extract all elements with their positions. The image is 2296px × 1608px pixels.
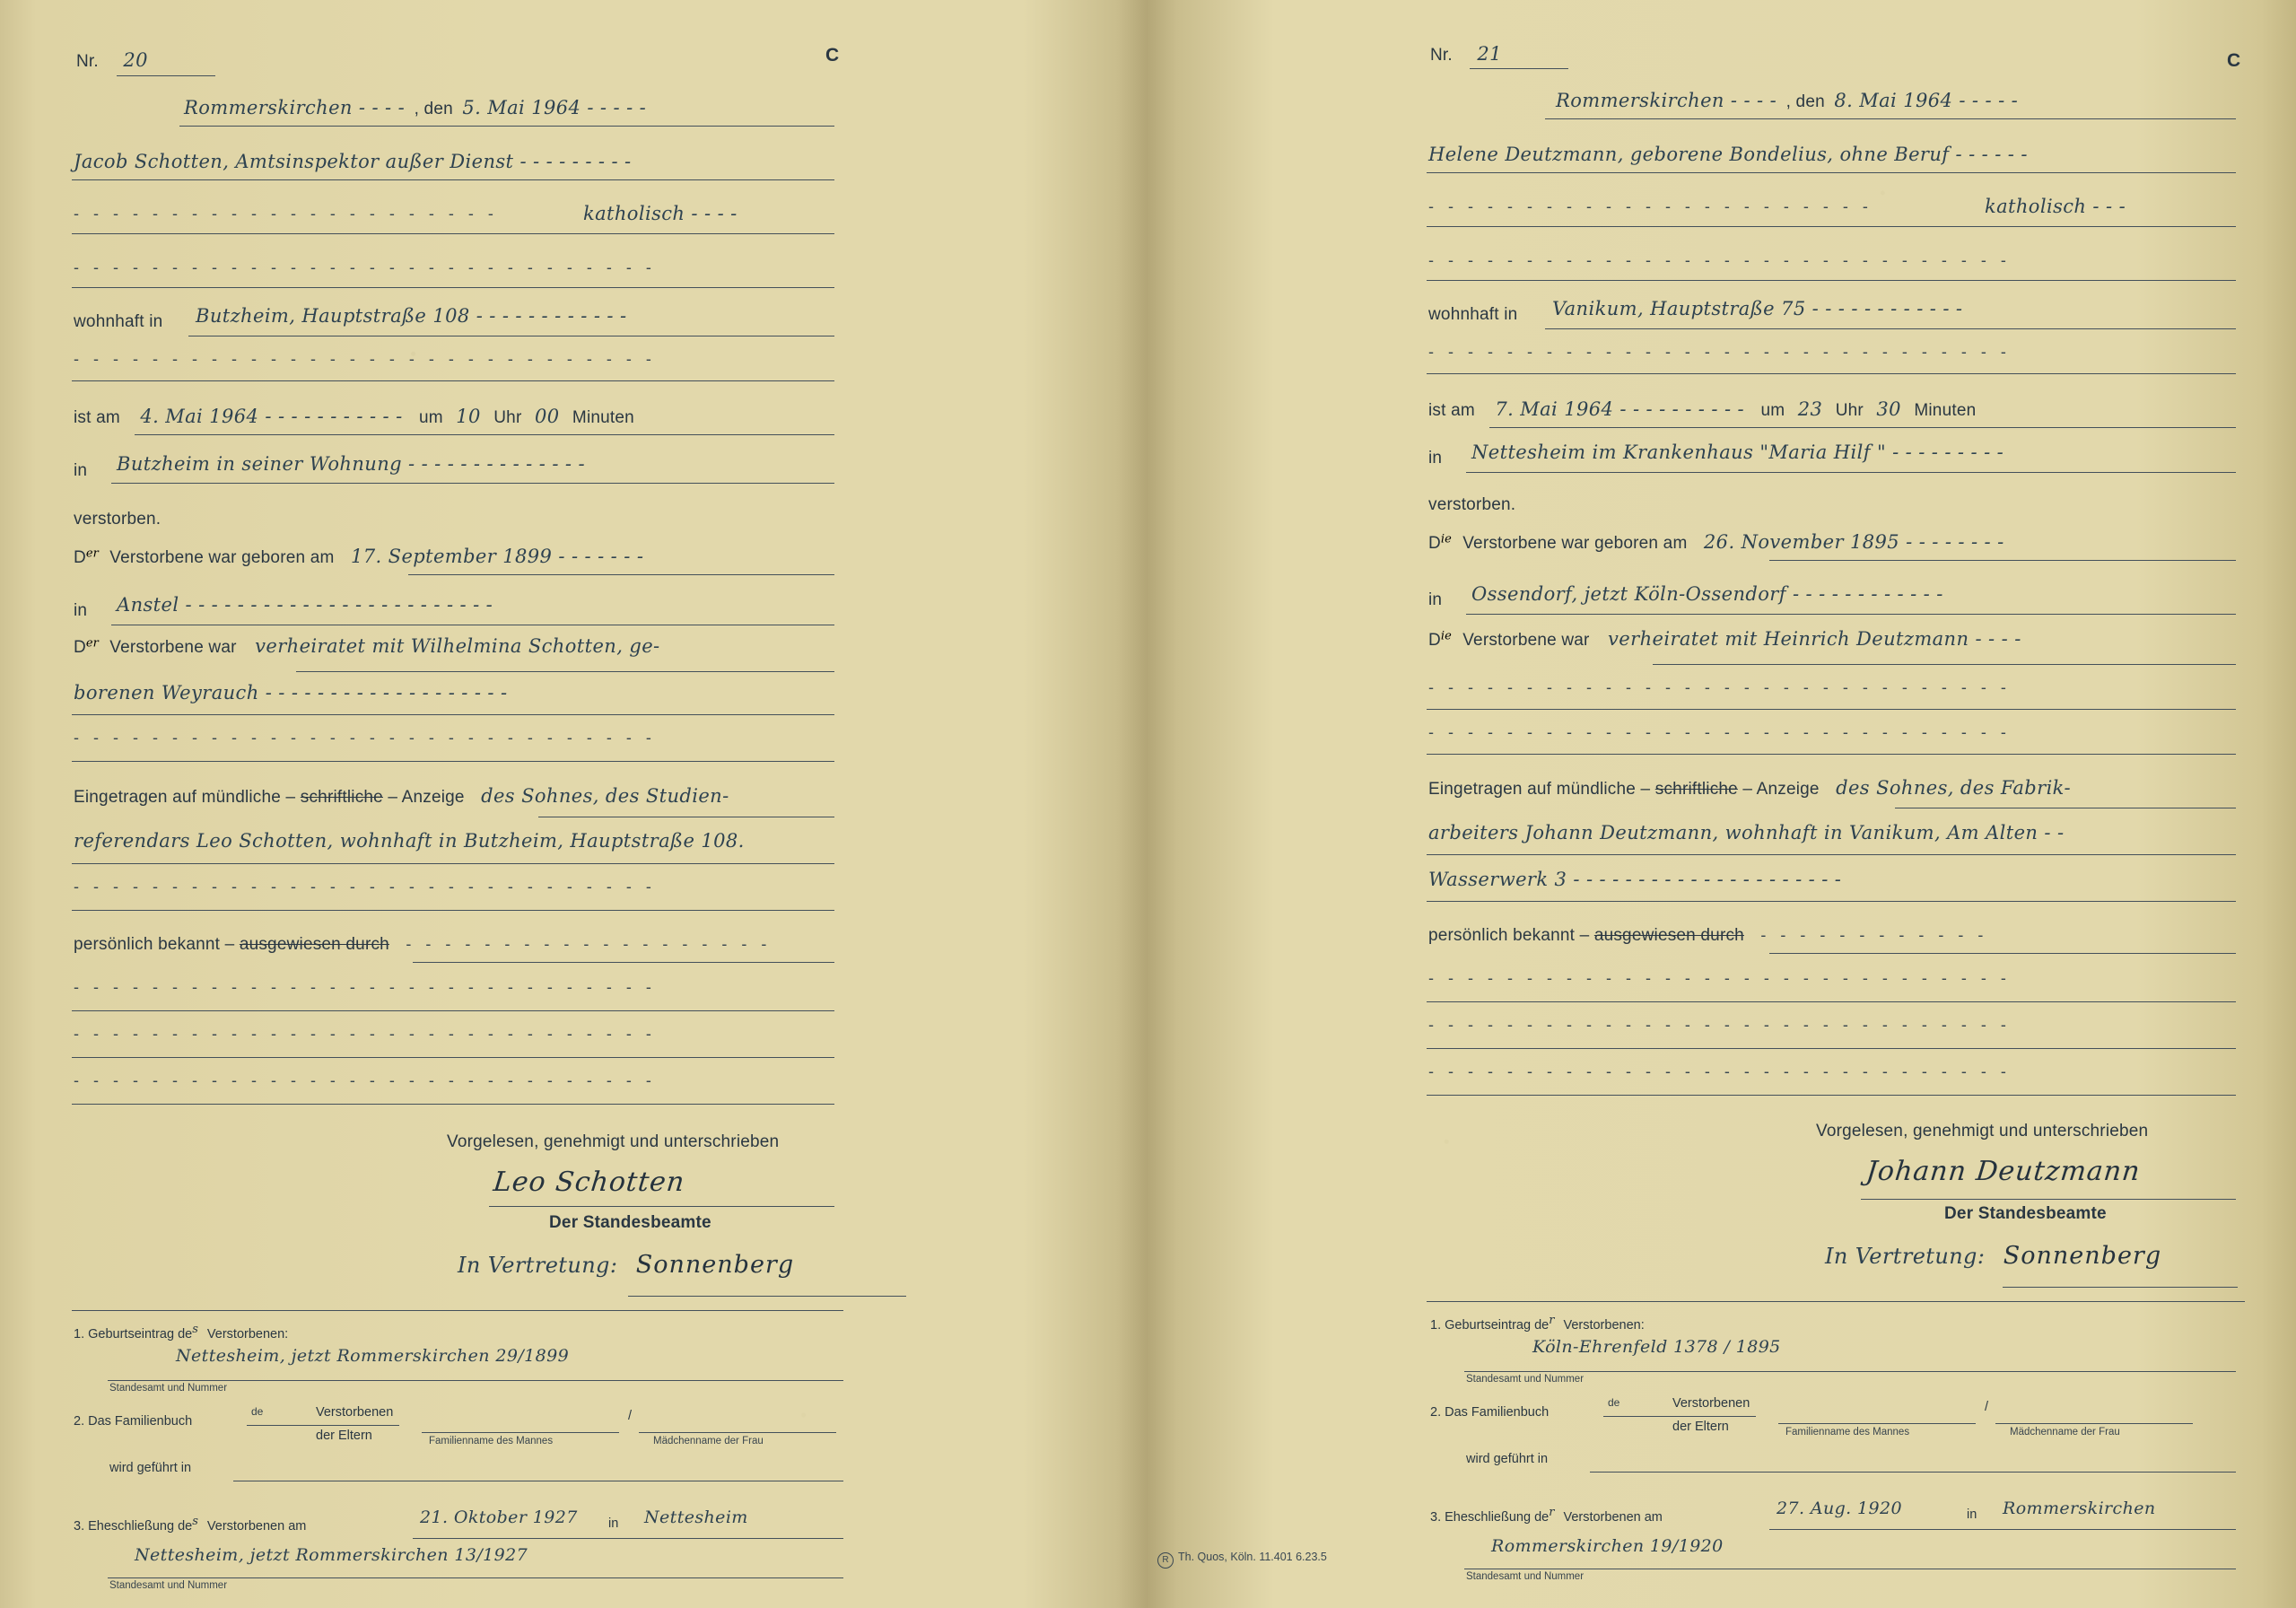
deputy-rule-right bbox=[2003, 1287, 2238, 1288]
standesbeamte-label-right: Der Standesbeamte bbox=[1944, 1204, 2107, 1223]
rule-6-right bbox=[1427, 373, 2236, 374]
vorgelesen-label-left: Vorgelesen, genehmigt und unterschrieben bbox=[447, 1132, 780, 1151]
death-minute-right: 30 bbox=[1876, 398, 1901, 420]
informant-right-3: Wasserwerk 3 - - - - - - - - - - - - - - - - - - - - - bbox=[1428, 869, 1842, 890]
rule-18-right bbox=[1427, 1001, 2236, 1002]
maedchenname-label-left: Mädchenname der Frau bbox=[653, 1436, 764, 1446]
birth-place-right: Ossendorf, jetzt Köln-Ossendorf - - - - - - - - - - - - bbox=[1471, 583, 1943, 605]
marital-line-left: Der Verstorbene war verheiratet mit Wilhelmina Schotten, ge- bbox=[74, 635, 660, 657]
item2-verstorbenen-right: Verstorbenen bbox=[1672, 1396, 1750, 1411]
registered-mark-icon: R bbox=[1157, 1552, 1174, 1569]
section-divider-left bbox=[72, 1310, 843, 1311]
item3-suffix-right: r bbox=[1549, 1506, 1555, 1519]
marriage-place-left: Nettesheim bbox=[644, 1508, 748, 1527]
standesamt-nummer-label-right-2: Standesamt und Nummer bbox=[1466, 1571, 1585, 1582]
in-label-left: in bbox=[74, 461, 88, 480]
item1-label-left: 1. Geburtseintrag des Verstorbenen: bbox=[74, 1323, 289, 1341]
rule-8-left bbox=[111, 483, 834, 484]
marriage-in-label-left: in bbox=[608, 1516, 619, 1531]
rule-2-right bbox=[1427, 172, 2236, 173]
item3-label-right: 3. Eheschließung der Verstorbenen am bbox=[1430, 1506, 1663, 1525]
rule-13-left bbox=[72, 761, 834, 762]
residence-dashes-left: - - - - - - - - - - - - - - - - - - - - - - - - - - - - - - bbox=[74, 350, 657, 368]
death-hour-left: 10 bbox=[456, 406, 481, 427]
residence-left: Butzheim, Hauptstraße 108 - - - - - - - - - - - - bbox=[196, 305, 627, 327]
death-datetime-line-right: ist am 7. Mai 1964 - - - - - - - - - - um 23 Uhr 30 Minuten bbox=[1428, 398, 1977, 420]
death-place-right: Nettesheim im Krankenhaus "Maria Hilf " - - - - - - - - - bbox=[1471, 441, 2004, 463]
residence-dashes-right: - - - - - - - - - - - - - - - - - - - - - - - - - - - - - - bbox=[1428, 343, 2012, 361]
informant-dashes-left: - - - - - - - - - - - - - - - - - - - - - - - - - - - - - - bbox=[74, 878, 657, 896]
marriage-in-label-right: in bbox=[1967, 1508, 1977, 1522]
slash-right: / bbox=[1985, 1400, 1989, 1414]
religion-left: katholisch - - - - bbox=[583, 203, 738, 224]
marital-status-right: verheiratet mit Heinrich Deutzmann - - - - bbox=[1608, 628, 2021, 650]
signature-rule-right bbox=[1861, 1199, 2236, 1200]
familienname-label-left: Familienname des Mannes bbox=[429, 1436, 554, 1446]
blank-dashes-left: - - - - - - - - - - - - - - - - - - - - - - - - - - - - - - bbox=[74, 258, 657, 276]
rule-20-left bbox=[72, 1104, 834, 1105]
printer-imprint: R Th. Quos, Köln. 11.401 6.23.5 bbox=[1157, 1551, 1327, 1569]
schriftliche-struck-right: schriftliche bbox=[1654, 780, 1738, 799]
death-datetime-line-left: ist am 4. Mai 1964 - - - - - - - - - - - um 10 Uhr 00 Minuten bbox=[74, 406, 634, 427]
rule-4-right bbox=[1427, 280, 2236, 281]
deceased-name-left: Jacob Schotten, Amtsinspektor außer Dienst - - - - - - - - - bbox=[74, 151, 632, 172]
rule-8-right bbox=[1466, 472, 2236, 473]
birthplace-label-left: in bbox=[74, 601, 88, 620]
wird-gefuehrt-label-left: wird geführt in bbox=[109, 1461, 192, 1475]
rule-5-right bbox=[1545, 328, 2236, 329]
place-date-line-right: Rommerskirchen - - - - , den 8. Mai 1964 - - - - - bbox=[1556, 90, 2019, 111]
rule-10-right bbox=[1466, 614, 2236, 615]
birthplace-label-right: in bbox=[1428, 590, 1443, 609]
deputy-line-right: In Vertretung: Sonnenberg bbox=[1825, 1242, 2162, 1270]
rule-3-left bbox=[72, 233, 834, 234]
filler-dash-left-1: - - - - - - - - - - - - - - - - - - - - - - - - - - - - - - bbox=[74, 978, 657, 996]
rule-16-left bbox=[72, 910, 834, 911]
signature-rule-left bbox=[489, 1206, 834, 1207]
known-line-right: persönlich bekannt – ausgewiesen durch - - - - - - - - - - - - bbox=[1428, 926, 1988, 945]
rule-19-left bbox=[72, 1057, 834, 1058]
place-date-line-left: Rommerskirchen - - - - , den 5. Mai 1964 - - - - - bbox=[184, 97, 647, 118]
standesamt-nummer-label-left-2: Standesamt und Nummer bbox=[109, 1580, 228, 1591]
death-minute-left: 00 bbox=[534, 406, 560, 427]
birth-entry-left: Nettesheim, jetzt Rommerskirchen 29/1899 bbox=[176, 1346, 570, 1366]
deputy-signature-left: Sonnenberg bbox=[635, 1251, 795, 1279]
item1-label-right: 1. Geburtseintrag der Verstorbenen: bbox=[1430, 1314, 1645, 1333]
date-left: 5. Mai 1964 - - - - - bbox=[462, 97, 647, 118]
mann-rule-right bbox=[1778, 1423, 1976, 1424]
rule-12-left bbox=[72, 714, 834, 715]
nr-rule-right bbox=[1470, 68, 1568, 69]
marital-dashes-right-1: - - - - - - - - - - - - - - - - - - - - - - - - - - - - - - bbox=[1428, 678, 2012, 696]
known-line-left: persönlich bekannt – ausgewiesen durch - - - - - - - - - - - - - - - - - - - bbox=[74, 935, 772, 954]
rule-23-right bbox=[1769, 1529, 2236, 1530]
informant-left-1: des Sohnes, des Studien- bbox=[481, 785, 729, 807]
rule-11-left bbox=[296, 671, 834, 672]
rule-20-right bbox=[1427, 1095, 2236, 1096]
item3-suffix-left: s bbox=[192, 1515, 198, 1528]
entry-number-left: 20 bbox=[123, 49, 148, 71]
informant-right-1: des Sohnes, des Fabrik- bbox=[1836, 777, 2071, 799]
rule-21-left bbox=[108, 1380, 843, 1381]
section-divider-right bbox=[1427, 1301, 2245, 1302]
signature-left: Leo Schotten bbox=[492, 1167, 687, 1198]
marital-dashes-left: - - - - - - - - - - - - - - - - - - - - - - - - - - - - - - bbox=[74, 729, 657, 747]
filler-dash-left-3: - - - - - - - - - - - - - - - - - - - - - - - - - - - - - - bbox=[74, 1071, 657, 1089]
rule-11-right bbox=[1653, 664, 2236, 665]
religion-right: katholisch - - - bbox=[1985, 196, 2126, 217]
ausgewiesen-struck-right: ausgewiesen durch bbox=[1593, 926, 1744, 945]
wohnhaft-label-left: wohnhaft in bbox=[74, 312, 163, 331]
entry-number-right: 21 bbox=[1477, 43, 1502, 65]
informant-right-2: arbeiters Johann Deutzmann, wohnhaft in Vanikum, Am Alten - - bbox=[1428, 822, 2065, 843]
frau-rule-right bbox=[1995, 1423, 2193, 1424]
rule-17-right bbox=[1769, 953, 2236, 954]
item1-suffix-right: r bbox=[1549, 1314, 1555, 1327]
wird-gefuehrt-label-right: wird geführt in bbox=[1466, 1452, 1549, 1466]
rule-1-left bbox=[179, 126, 834, 127]
ausgewiesen-struck-left: ausgewiesen durch bbox=[239, 935, 389, 954]
death-date-right: 7. Mai 1964 - - - - - - - - - - bbox=[1495, 398, 1745, 420]
marital-status-left-2: borenen Weyrauch - - - - - - - - - - - - - - - - - - - bbox=[74, 682, 508, 704]
column-mark-right: C bbox=[2227, 50, 2241, 71]
marriage-place-right: Rommerskirchen bbox=[2003, 1499, 2156, 1518]
deputy-line-left: In Vertretung: Sonnenberg bbox=[458, 1251, 795, 1279]
slash-left: / bbox=[628, 1409, 633, 1423]
rule-6-left bbox=[72, 380, 834, 381]
rule-15-left bbox=[72, 863, 834, 864]
deputy-signature-right: Sonnenberg bbox=[2003, 1242, 2162, 1270]
rule-18-left bbox=[72, 1010, 834, 1011]
birth-entry-right: Köln-Ehrenfeld 1378 / 1895 bbox=[1532, 1337, 1781, 1357]
in-label-right: in bbox=[1428, 449, 1443, 468]
rule-19-right bbox=[1427, 1048, 2236, 1049]
filler-dash-right-1: - - - - - - - - - - - - - - - - - - - - - - - - - - - - - - bbox=[1428, 969, 2012, 987]
place-left: Rommerskirchen - - - - bbox=[184, 97, 406, 118]
known-dashes-left: - - - - - - - - - - - - - - - - - - - bbox=[406, 935, 772, 953]
name-line2-dashes-left: - - - - - - - - - - - - - - - - - - - - - - bbox=[74, 205, 499, 223]
name-line2-dashes-right: - - - - - - - - - - - - - - - - - - - - - - - bbox=[1428, 197, 1873, 215]
birth-date-left: 17. September 1899 - - - - - - - bbox=[350, 546, 644, 567]
deputy-rule-left bbox=[628, 1296, 906, 1297]
register-page-right bbox=[1177, 0, 2296, 1608]
informant-left-2: referendars Leo Schotten, wohnhaft in Butzheim, Hauptstraße 108. bbox=[74, 830, 745, 852]
rule-3-right bbox=[1427, 226, 2236, 227]
death-hour-right: 23 bbox=[1797, 398, 1823, 420]
rule-7-right bbox=[1489, 427, 2236, 428]
nr-label-left: Nr. 20 bbox=[76, 49, 148, 71]
death-date-left: 4. Mai 1964 - - - - - - - - - - - bbox=[140, 406, 403, 427]
filler-dash-left-2: - - - - - - - - - - - - - - - - - - - - - - - - - - - - - - bbox=[74, 1025, 657, 1043]
item2-label-right: 2. Das Familienbuch bbox=[1430, 1405, 1550, 1420]
blank-dashes-right: - - - - - - - - - - - - - - - - - - - - - - - - - - - - - - bbox=[1428, 251, 2012, 269]
marriage-date-left: 21. Oktober 1927 bbox=[420, 1508, 578, 1527]
birth-place-left: Anstel - - - - - - - - - - - - - - - - - - - - - - - - bbox=[117, 594, 493, 616]
rule-13-right bbox=[1427, 754, 2236, 755]
known-dashes-right: - - - - - - - - - - - - bbox=[1760, 926, 1988, 944]
standesamt-nummer-label-right-1: Standesamt und Nummer bbox=[1466, 1374, 1585, 1385]
marital-status-left: verheiratet mit Wilhelmina Schotten, ge- bbox=[255, 635, 660, 657]
filler-dash-right-2: - - - - - - - - - - - - - - - - - - - - - - - - - - - - - - bbox=[1428, 1016, 2012, 1034]
marriage-date-right: 27. Aug. 1920 bbox=[1777, 1499, 1903, 1518]
d-suffix-right: ie bbox=[1440, 532, 1452, 546]
standesamt-nummer-label-left-1: Standesamt und Nummer bbox=[109, 1383, 228, 1394]
frau-rule-left bbox=[639, 1432, 836, 1433]
nr-rule-left bbox=[117, 75, 215, 76]
rule-23-left bbox=[413, 1538, 843, 1539]
rule-24-left bbox=[108, 1577, 843, 1578]
register-page-left bbox=[0, 0, 1117, 1608]
rule-1-right bbox=[1545, 118, 2236, 119]
schriftliche-struck-left: schriftliche bbox=[300, 788, 383, 807]
item2-de-right: de bbox=[1608, 1396, 1620, 1409]
wohnhaft-label-right: wohnhaft in bbox=[1428, 305, 1518, 324]
signature-right: Johann Deutzmann bbox=[1864, 1156, 2143, 1187]
informant-line-left: Eingetragen auf mündliche – schriftliche – Anzeige des Sohnes, des Studien- bbox=[74, 785, 729, 807]
rule-21-right bbox=[1464, 1371, 2236, 1372]
verstorben-label-right: verstorben. bbox=[1428, 495, 1516, 514]
rule-9-left bbox=[408, 574, 834, 575]
verstorben-label-left: verstorben. bbox=[74, 510, 162, 529]
marriage-entry-right: Rommerskirchen 19/1920 bbox=[1491, 1536, 1724, 1556]
informant-line-right: Eingetragen auf mündliche – schriftliche – Anzeige des Sohnes, des Fabrik- bbox=[1428, 777, 2071, 799]
birth-date-right: 26. November 1895 - - - - - - - - bbox=[1703, 531, 2004, 553]
nr-label-right: Nr. 21 bbox=[1430, 43, 1502, 65]
mann-rule-left bbox=[422, 1432, 619, 1433]
rule-12-right bbox=[1427, 709, 2236, 710]
marital-dashes-right-2: - - - - - - - - - - - - - - - - - - - - - - - - - - - - - - bbox=[1428, 723, 2012, 741]
item2-eltern-left: der Eltern bbox=[316, 1429, 372, 1443]
marital-line-right: $D^{ie}$ Verstorbene war verheiratet mit Heinrich Deutzmann - - - - bbox=[1428, 628, 2021, 650]
item2-verstorbenen-left: Verstorbenen bbox=[316, 1405, 394, 1420]
item2-de-left: de bbox=[251, 1405, 264, 1418]
rule-4-left bbox=[72, 287, 834, 288]
rule-7-left bbox=[135, 434, 834, 435]
birth-line-right: $D^{ie}$ Verstorbene war geboren am 26. November 1895 - - - - - - - - bbox=[1428, 531, 2004, 553]
date-right: 8. Mai 1964 - - - - - bbox=[1834, 90, 2019, 111]
rule-22-right bbox=[1590, 1472, 2236, 1473]
maedchenname-label-right: Mädchenname der Frau bbox=[2010, 1427, 2120, 1438]
birth-line-left: Der Verstorbene war geboren am 17. September 1899 - - - - - - - bbox=[74, 546, 644, 567]
column-mark-left: C bbox=[825, 45, 840, 66]
marriage-entry-left: Nettesheim, jetzt Rommerskirchen 13/1927 bbox=[135, 1545, 528, 1565]
residence-right: Vanikum, Hauptstraße 75 - - - - - - - - - - - - bbox=[1552, 298, 1963, 319]
standesbeamte-label-left: Der Standesbeamte bbox=[549, 1213, 711, 1232]
rule-17-left bbox=[413, 962, 834, 963]
item2-rule-left bbox=[247, 1425, 399, 1426]
deceased-name-right: Helene Deutzmann, geborene Bondelius, ohne Beruf - - - - - - bbox=[1428, 144, 2028, 165]
item2-eltern-right: der Eltern bbox=[1672, 1420, 1729, 1434]
death-place-left: Butzheim in seiner Wohnung - - - - - - - - - - - - - - bbox=[117, 453, 585, 475]
familienname-label-right: Familienname des Mannes bbox=[1785, 1427, 1910, 1438]
rule-2-left bbox=[72, 179, 834, 180]
vorgelesen-label-right: Vorgelesen, genehmigt und unterschrieben bbox=[1816, 1122, 2149, 1140]
filler-dash-right-3: - - - - - - - - - - - - - - - - - - - - - - - - - - - - - - bbox=[1428, 1062, 2012, 1080]
rule-15-right bbox=[1427, 854, 2236, 855]
item2-label-left: 2. Das Familienbuch bbox=[74, 1414, 193, 1429]
d-suffix-left: er bbox=[85, 546, 99, 561]
item3-label-left: 3. Eheschließung des Verstorbenen am bbox=[74, 1515, 307, 1534]
rule-16-right bbox=[1427, 901, 2236, 902]
place-right: Rommerskirchen - - - - bbox=[1556, 90, 1777, 111]
rule-9-right bbox=[1769, 560, 2236, 561]
item2-rule-right bbox=[1603, 1416, 1756, 1417]
item1-suffix-left: s bbox=[192, 1323, 198, 1336]
